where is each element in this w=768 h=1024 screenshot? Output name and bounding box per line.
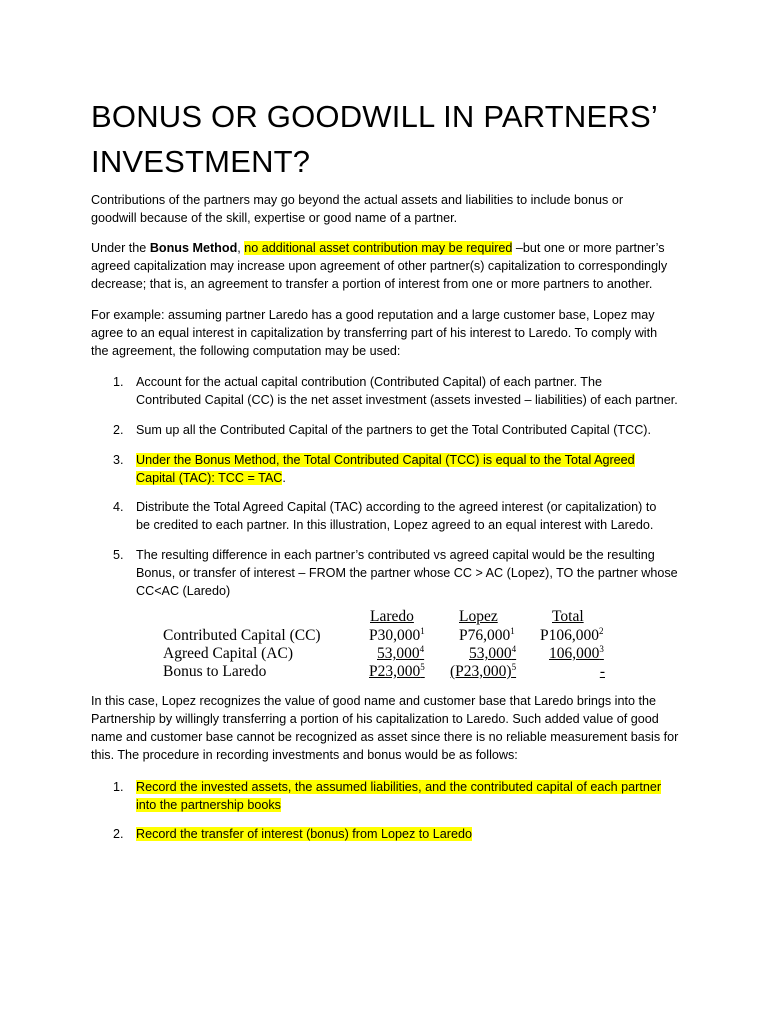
highlighted-text: Under the Bonus Method, the Total Contributed Capital (TCC) is equal to the Total Agreed xyxy=(136,453,635,467)
row-label-bonus: Bonus to Laredo xyxy=(163,663,267,680)
conclusion-paragraph: In this case, Lopez recognizes the value of good name and customer base that Laredo brings into the Partnership by willingly transferring a portion of his capitalization to Laredo. Such added value of good name and customer base cannot be recognized as asset since there is no reliable measurement basis for this. The procedure in recording investments and bonus would be as follows: xyxy=(91,694,679,762)
example-paragraph: For example: assuming partner Laredo has a good reputation and a large customer base, Lopez may agree to an equal interest in capitalization by transferring part of his interest to Laredo. To comply with the agreement, the following computation may be used: xyxy=(91,308,658,358)
highlighted-text: no additional asset contribution may be required xyxy=(244,241,513,255)
page-title xyxy=(91,94,691,184)
cell-total-ac: 106,000$^3$ xyxy=(549,644,604,662)
bonus-method-paragraph: Under the Bonus Method, no additional asset contribution may be required –but one or more partner’s agreed capitalization may increase upon agreement of other partner(s) capitalization to correspondingly decrease; that is, an agreement to transfer a portion of interest from one or more partners to another. xyxy=(91,241,668,291)
intro-paragraph: Contributions of the partners may go beyond the actual assets and liabilities to include bonus or goodwill because of the skill, expertise or good name of a partner. xyxy=(91,193,624,225)
highlighted-text: into the partnership books xyxy=(136,798,281,812)
document-page: BONUS OR GOODWILL IN PARTNERS’ INVESTMENT? Contributions of the partners may go beyond the actual assets and liabilities to include bonus or goodwill because of the skill, expertise or good name of a partner. Under the Bonus Method, no additional asset contribution may be required –but one or more partner’s agreed capitalization may increase upon agreement of other partner(s) capitalization to correspondingly decrease; that is, an agreement to transfer a portion of interest from one or more partners to another. For example: assuming partner Laredo has a good reputation and a large customer base, Lopez may agree to an equal interest in capitalization by transferring part of his interest to Laredo. To comply with the agreement, the following computation may be used: 1. Account for the actual capital contribution (Contributed Capital) of each partner. The Contributed Capital (CC) is the net asset investment (assets invested – liabilities) of each partner. 2. Sum up all the Contributed Capital of the partners to get the Total Contributed Capital (TCC). 3. Under the Bonus Method, the Total Contributed Capital (TCC) is equal to the Total Agreed Capital (TAC): TCC = TAC. 4. Distribute the Total Agreed Capital (TAC) according to the agreed interest (or capitalization) to be credited to each partner. In this illustration, Lopez agreed to an equal interest with Laredo. 5. The resulting difference in each partner’s contributed vs agreed capital would be the resulting Bonus, or transfer of interest – FROM the partner whose CC > AC (Lopez), TO the partner whose CC<AC (Laredo) Laredo Lopez Total Contributed Capital (CC) P30,000$^1$ P76,000$^1$ P106,000$^2$ Agreed Capital (AC) 53,000$^4$ 53,000$^4$ 106,000$^3$ Bonus to Laredo P23,000$^5$ $(P23,000)^5$ - In this case, Lopez recognizes the value of good name and customer base that Laredo brings into the Partnership by willingly transferring a portion of his capitalization to Laredo. Such added value of good name and customer base cannot be recognized as asset since there is no reliable measurement basis for this. The procedure in recording investments and bonus would be as follows: 1. Record the invested assets, the assumed liabilities, and the contributed capital of each partner into the partnership books 2. Record the transfer of interest (bonus) from Lopez to Laredo xyxy=(0,0,768,1024)
cell-total-bonus: - xyxy=(599,663,605,680)
row-label-contributed: Contributed Capital (CC) xyxy=(163,627,321,644)
column-header-laredo: Laredo xyxy=(370,608,414,625)
highlighted-text: Record the transfer of interest (bonus) from Lopez to Laredo xyxy=(136,827,473,841)
row-label-agreed: Agreed Capital (AC) xyxy=(163,645,293,662)
cell-total-cc: P106,000$^2$ xyxy=(540,626,604,644)
column-header-lopez: Lopez xyxy=(459,608,498,625)
cell-laredo-ac: 53,000$^4$ xyxy=(377,644,425,662)
highlighted-text: Capital (TAC): TCC = TAC xyxy=(136,471,283,485)
cell-laredo-bonus: P23,000$^5$ xyxy=(369,662,425,680)
cell-lopez-ac: 53,000$^4$ xyxy=(469,644,517,662)
cell-lopez-bonus: $(P23,000)^5$ xyxy=(450,662,517,680)
column-header-total: Total xyxy=(552,608,584,625)
cell-laredo-cc: P30,000$^1$ xyxy=(369,626,425,644)
cell-lopez-cc: P76,000$^1$ xyxy=(459,626,515,644)
title-line-1: BONUS OR GOODWILL IN PARTNERS’ xyxy=(91,99,658,134)
highlighted-text: Record the invested assets, the assumed liabilities, and the contributed capital of each partner xyxy=(136,780,662,794)
title-line-2: INVESTMENT? xyxy=(91,144,311,179)
bonus-method-term: Bonus Method xyxy=(149,241,238,255)
